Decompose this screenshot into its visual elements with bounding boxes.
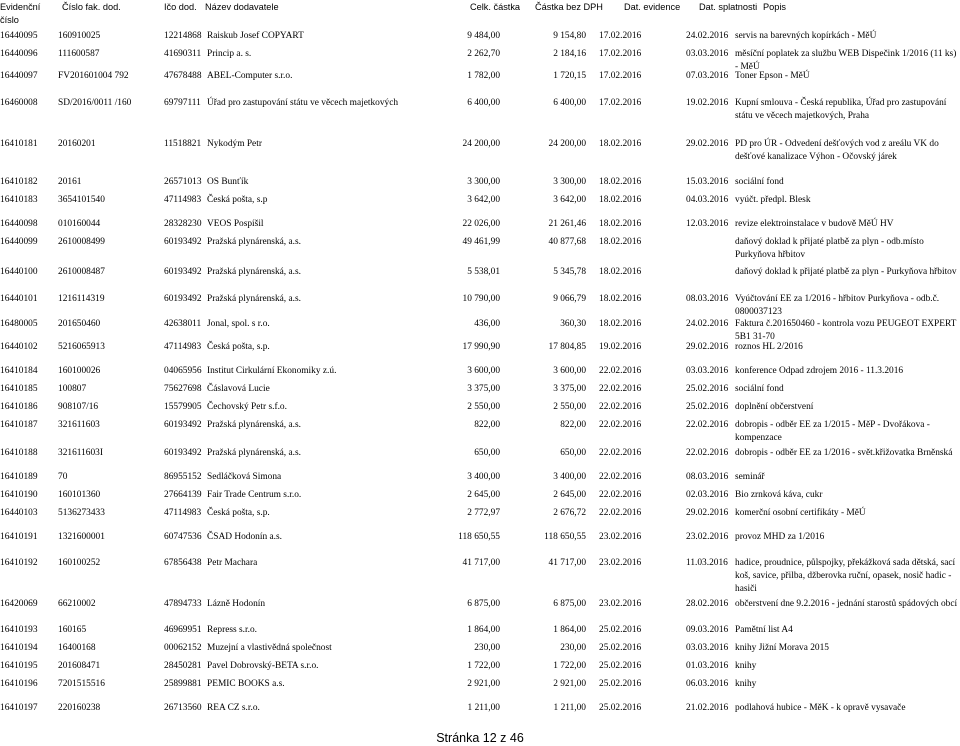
col-cislo-fak: 5136273433: [58, 508, 105, 518]
col-ico: 04065956: [164, 366, 202, 376]
col-castka-bez-dph: 3 375,00: [553, 384, 586, 394]
col-datum-evidence: 18.02.2016: [599, 177, 642, 187]
col-datum-evidence: 18.02.2016: [599, 219, 642, 229]
col-popis: Faktura č.201650460 - kontrola vozu PEUGEOT EXPERT 5B1 31-70: [735, 319, 957, 342]
col-cislo-fak: FV201601004 792: [58, 71, 129, 81]
col-cislo-fak: 201608471: [58, 661, 101, 671]
col-castka-bez-dph: 3 642,00: [553, 195, 586, 205]
col-popis: měsíční poplatek za službu WEB Dispečink 1/2016 (11 ks) - MěÚ: [735, 49, 957, 72]
col-datum-splatnosti: 22.02.2016: [686, 448, 729, 458]
col-celkova-castka: 22 026,00: [462, 219, 500, 229]
col-celkova-castka: 9 484,00: [467, 31, 500, 41]
col-cislo-fak: 111600587: [58, 49, 100, 59]
col-datum-evidence: 17.02.2016: [599, 31, 642, 41]
col-popis: provoz MHD za 1/2016: [735, 532, 825, 542]
col-ico: 47678488: [164, 71, 202, 81]
col-popis: seminář: [735, 472, 765, 482]
col-cislo-fak: 321611603I: [58, 448, 103, 458]
col-castka-bez-dph: 3 600,00: [553, 366, 586, 376]
col-datum-evidence: 18.02.2016: [599, 195, 642, 205]
col-datum-splatnosti: 04.03.2016: [686, 195, 729, 205]
col-dodavatel: Repress s.r.o.: [207, 625, 257, 635]
col-datum-evidence: 22.02.2016: [599, 366, 642, 376]
col-castka-bez-dph: 822,00: [560, 420, 586, 430]
col-popis: sociální fond: [735, 384, 784, 394]
col-celkova-castka: 230,00: [474, 643, 500, 653]
col-dodavatel: Čechovský Petr s.f.o.: [207, 402, 287, 412]
col-popis: hadice, proudnice, půlspojky, překážková sada dětská, sací koš, savice, přilba, džberovka ruční, opasek, nosič hadic - hasiči: [735, 558, 956, 594]
col-dodavatel: Pražská plynárenská, a.s.: [207, 420, 301, 430]
col-datum-evidence: 22.02.2016: [599, 384, 642, 394]
col-dodavatel: ABEL-Computer s.r.o.: [207, 71, 293, 81]
col-cislo-fak: 160101360: [58, 490, 101, 500]
col-popis: konference Odpad zdrojem 2016 - 11.3.2016: [735, 366, 904, 376]
col-castka-bez-dph: 650,00: [560, 448, 586, 458]
col-dodavatel: OS Bunťík: [207, 177, 249, 187]
col-evidencni: 16410195: [0, 661, 38, 671]
col-cislo-fak: 1321600001: [58, 532, 105, 542]
col-castka-bez-dph: 2 921,00: [553, 679, 586, 689]
col-dodavatel: Česká pošta, s.p.: [207, 342, 270, 352]
col-popis: roznos HL 2/2016: [735, 342, 803, 352]
col-celkova-castka: 2 772,97: [467, 508, 500, 518]
col-dodavatel: REA CZ s.r.o.: [207, 703, 260, 713]
col-castka-bez-dph: 6 400,00: [553, 98, 586, 108]
col-ico: 60193492: [164, 237, 202, 247]
col-datum-evidence: 22.02.2016: [599, 508, 642, 518]
col-evidencni: 16410194: [0, 643, 38, 653]
col-datum-evidence: 18.02.2016: [599, 139, 642, 149]
col-celkova-castka: 10 790,00: [462, 294, 500, 304]
col-datum-splatnosti: 22.02.2016: [686, 420, 729, 430]
col-celkova-castka: 2 645,00: [467, 490, 500, 500]
col-evidencni: 16410188: [0, 448, 38, 458]
col-popis: Vyúčtování EE za 1/2016 - hřbitov Purkyňova - odb.č. 0800037123: [735, 294, 940, 317]
col-popis: podlahová hubice - MěK - k opravě vysavače: [735, 703, 906, 713]
col-castka-bez-dph: 21 261,46: [548, 219, 586, 229]
col-datum-splatnosti: 12.03.2016: [686, 219, 729, 229]
col-castka-bez-dph: 1 722,00: [553, 661, 586, 671]
col-popis: Bio zrnková káva, cukr: [735, 490, 823, 500]
header-cislo-fak: Číslo fak. dod.: [62, 2, 121, 12]
col-castka-bez-dph: 230,00: [560, 643, 586, 653]
col-castka-bez-dph: 41 717,00: [548, 558, 586, 568]
col-cislo-fak: 66210002: [58, 599, 96, 609]
col-dodavatel: Česká pošta, s.p: [207, 195, 268, 205]
col-cislo-fak: 2610008487: [58, 267, 105, 277]
col-datum-splatnosti: 24.02.2016: [686, 31, 729, 41]
col-castka-bez-dph: 118 650,55: [544, 532, 586, 542]
col-castka-bez-dph: 5 345,78: [553, 267, 586, 277]
col-ico: 25899881: [164, 679, 202, 689]
col-evidencni: 16410190: [0, 490, 38, 500]
col-celkova-castka: 3 300,00: [467, 177, 500, 187]
col-castka-bez-dph: 3 400,00: [553, 472, 586, 482]
col-datum-evidence: 23.02.2016: [599, 532, 642, 542]
col-popis: PD pro ÚR - Odvedení dešťových vod z areálu VK do dešťové kanalizace Výhon - Očovský járek: [735, 139, 939, 162]
col-evidencni: 16480005: [0, 319, 38, 329]
col-celkova-castka: 1 864,00: [467, 625, 500, 635]
col-datum-splatnosti: 24.02.2016: [686, 319, 729, 329]
col-castka-bez-dph: 2 550,00: [553, 402, 586, 412]
col-evidencni: 16440103: [0, 508, 38, 518]
col-evidencni: 16440095: [0, 31, 38, 41]
col-popis: knihy: [735, 661, 757, 671]
col-cislo-fak: 160100252: [58, 558, 101, 568]
col-ico: 00062152: [164, 643, 202, 653]
col-datum-evidence: 22.02.2016: [599, 448, 642, 458]
col-castka-bez-dph: 3 300,00: [553, 177, 586, 187]
col-ico: 12214868: [164, 31, 202, 41]
col-evidencni: 16410185: [0, 384, 38, 394]
col-datum-evidence: 18.02.2016: [599, 319, 642, 329]
col-evidencni: 16440100: [0, 267, 38, 277]
col-cislo-fak: 7201515516: [58, 679, 105, 689]
col-celkova-castka: 17 990,90: [462, 342, 500, 352]
col-dodavatel: Pražská plynárenská, a.s.: [207, 448, 301, 458]
col-datum-splatnosti: 29.02.2016: [686, 139, 729, 149]
col-cislo-fak: 70: [58, 472, 68, 482]
col-cislo-fak: 321611603: [58, 420, 100, 430]
col-cislo-fak: 3654101540: [58, 195, 105, 205]
col-datum-evidence: 17.02.2016: [599, 98, 642, 108]
col-datum-splatnosti: 28.02.2016: [686, 599, 729, 609]
col-castka-bez-dph: 17 804,85: [548, 342, 586, 352]
header-dat-splat: Dat. splatnosti: [699, 2, 758, 12]
col-evidencni: 16410192: [0, 558, 38, 568]
col-datum-splatnosti: 03.03.2016: [686, 49, 729, 59]
col-popis: Kupní smlouva - Česká republika, Úřad pro zastupování státu ve věcech majetkových, Praha: [735, 98, 947, 121]
col-cislo-fak: 160910025: [58, 31, 101, 41]
col-ico: 28328230: [164, 219, 202, 229]
col-cislo-fak: SD/2016/0011 /160: [58, 98, 132, 108]
col-dodavatel: Sedláčková Simona: [207, 472, 282, 482]
col-evidencni: 16410184: [0, 366, 38, 376]
col-celkova-castka: 24 200,00: [462, 139, 500, 149]
col-castka-bez-dph: 9 066,79: [553, 294, 586, 304]
col-evidencni: 16460008: [0, 98, 38, 108]
col-popis: dobropis - odběr EE za 1/2016 - svět.křižovatka Brněnská: [735, 448, 953, 458]
header-dat-evid: Dat. evidence: [624, 2, 681, 12]
col-datum-evidence: 25.02.2016: [599, 679, 642, 689]
col-cislo-fak: 160100026: [58, 366, 101, 376]
col-datum-evidence: 22.02.2016: [599, 402, 642, 412]
col-evidencni: 16410183: [0, 195, 38, 205]
col-popis: daňový doklad k přijaté platbě za plyn - Purkyňova hřbitov: [735, 267, 957, 277]
col-castka-bez-dph: 360,30: [560, 319, 586, 329]
col-datum-evidence: 17.02.2016: [599, 49, 642, 59]
col-ico: 26713560: [164, 703, 202, 713]
col-castka-bez-dph: 2 645,00: [553, 490, 586, 500]
col-cislo-fak: 220160238: [58, 703, 101, 713]
col-celkova-castka: 1 782,00: [467, 71, 500, 81]
col-popis: revize elektroinstalace v budově MěÚ HV: [735, 219, 894, 229]
col-datum-splatnosti: 21.02.2016: [686, 703, 729, 713]
col-cislo-fak: 100807: [58, 384, 87, 394]
col-datum-splatnosti: 03.03.2016: [686, 366, 729, 376]
col-popis: knihy: [735, 679, 757, 689]
col-popis: servis na barevných kopírkách - MěÚ: [735, 31, 877, 41]
col-dodavatel: Raiskub Josef COPYART: [207, 31, 304, 41]
col-dodavatel: Úřad pro zastupování státu ve věcech majetkových: [207, 98, 399, 108]
col-datum-evidence: 18.02.2016: [599, 267, 642, 277]
header-bez-dph: Částka bez DPH: [535, 2, 603, 12]
col-ico: 47114983: [164, 508, 202, 518]
col-datum-evidence: 25.02.2016: [599, 661, 642, 671]
col-celkova-castka: 822,00: [474, 420, 500, 430]
col-ico: 67856438: [164, 558, 202, 568]
col-datum-evidence: 22.02.2016: [599, 472, 642, 482]
col-datum-evidence: 22.02.2016: [599, 490, 642, 500]
col-dodavatel: Nykodým Petr: [207, 139, 262, 149]
col-datum-splatnosti: 09.03.2016: [686, 625, 729, 635]
col-datum-evidence: 18.02.2016: [599, 294, 642, 304]
col-datum-splatnosti: 15.03.2016: [686, 177, 729, 187]
col-celkova-castka: 3 375,00: [467, 384, 500, 394]
col-evidencni: 16410189: [0, 472, 38, 482]
col-popis: Toner Epson - MěÚ: [735, 71, 810, 81]
header-nazev: Název dodavatele: [205, 2, 279, 12]
col-datum-evidence: 25.02.2016: [599, 643, 642, 653]
col-datum-splatnosti: 08.03.2016: [686, 472, 729, 482]
col-evidencni: 16410191: [0, 532, 38, 542]
col-ico: 28450281: [164, 661, 202, 671]
col-datum-splatnosti: 29.02.2016: [686, 342, 729, 352]
col-celkova-castka: 6 875,00: [467, 599, 500, 609]
col-ico: 47114983: [164, 195, 202, 205]
col-ico: 41690311: [164, 49, 202, 59]
col-popis: dobropis - odběr EE za 1/2015 - MěP - Dvořákova - kompenzace: [735, 420, 930, 443]
col-evidencni: 16440096: [0, 49, 38, 59]
col-dodavatel: Pavel Dobrovský-BETA s.r.o.: [207, 661, 319, 671]
col-cislo-fak: 5216065913: [58, 342, 105, 352]
col-dodavatel: Česká pošta, s.p.: [207, 508, 270, 518]
col-evidencni: 16440099: [0, 237, 38, 247]
col-datum-splatnosti: 01.03.2016: [686, 661, 729, 671]
header-ico: Ičo dod.: [164, 2, 197, 12]
col-castka-bez-dph: 9 154,80: [553, 31, 586, 41]
col-popis: daňový doklad k přijaté platbě za plyn - odb.místo Purkyňova hřbitov: [735, 237, 924, 260]
col-datum-evidence: 25.02.2016: [599, 625, 642, 635]
col-celkova-castka: 2 921,00: [467, 679, 500, 689]
col-ico: 47894733: [164, 599, 202, 609]
col-dodavatel: Pražská plynárenská, a.s.: [207, 237, 301, 247]
col-datum-splatnosti: 25.02.2016: [686, 384, 729, 394]
col-dodavatel: Pražská plynárenská, a.s.: [207, 267, 301, 277]
col-castka-bez-dph: 1 720,15: [553, 71, 586, 81]
col-cislo-fak: 1216114319: [58, 294, 105, 304]
col-castka-bez-dph: 24 200,00: [548, 139, 586, 149]
col-castka-bez-dph: 2 676,72: [553, 508, 586, 518]
col-celkova-castka: 3 400,00: [467, 472, 500, 482]
col-evidencni: 16410181: [0, 139, 38, 149]
col-cislo-fak: 20160201: [58, 139, 96, 149]
col-celkova-castka: 3 642,00: [467, 195, 500, 205]
col-evidencni: 16440098: [0, 219, 38, 229]
col-celkova-castka: 49 461,99: [462, 237, 500, 247]
col-castka-bez-dph: 2 184,16: [553, 49, 586, 59]
col-dodavatel: Čáslavová Lucie: [207, 384, 270, 394]
header-evidencni: Evidenční číslo: [0, 2, 41, 25]
col-ico: 86955152: [164, 472, 202, 482]
col-datum-splatnosti: 23.02.2016: [686, 532, 729, 542]
col-dodavatel: Princip a. s.: [207, 49, 252, 59]
col-ico: 60193492: [164, 420, 202, 430]
col-cislo-fak: 201650460: [58, 319, 101, 329]
col-datum-evidence: 25.02.2016: [599, 703, 642, 713]
col-ico: 15579905: [164, 402, 202, 412]
col-datum-splatnosti: 25.02.2016: [686, 402, 729, 412]
col-ico: 60193492: [164, 294, 202, 304]
col-dodavatel: Muzejní a vlastivědná společnost: [207, 643, 332, 653]
col-ico: 60193492: [164, 267, 202, 277]
col-dodavatel: PEMIC BOOKS a.s.: [207, 679, 285, 689]
col-datum-splatnosti: 11.03.2016: [686, 558, 728, 568]
col-ico: 60747536: [164, 532, 202, 542]
col-evidencni: 16410196: [0, 679, 38, 689]
col-dodavatel: Petr Machara: [207, 558, 258, 568]
col-ico: 75627698: [164, 384, 202, 394]
col-datum-splatnosti: 19.02.2016: [686, 98, 729, 108]
col-ico: 46969951: [164, 625, 202, 635]
col-popis: Pamětní list A4: [735, 625, 793, 635]
col-dodavatel: ČSAD Hodonín a.s.: [207, 532, 283, 542]
col-ico: 47114983: [164, 342, 202, 352]
col-cislo-fak: 908107/16: [58, 402, 99, 412]
col-evidencni: 16440097: [0, 71, 38, 81]
col-celkova-castka: 6 400,00: [467, 98, 500, 108]
col-datum-evidence: 23.02.2016: [599, 558, 642, 568]
col-datum-splatnosti: 29.02.2016: [686, 508, 729, 518]
col-cislo-fak: 160165: [58, 625, 87, 635]
col-ico: 60193492: [164, 448, 202, 458]
col-evidencni: 16410193: [0, 625, 38, 635]
col-dodavatel: Lázně Hodonín: [207, 599, 266, 609]
col-cislo-fak: 2610008499: [58, 237, 105, 247]
col-popis: komerční osobní certifikáty - MěÚ: [735, 508, 866, 518]
col-dodavatel: Jonal, spol. s r.o.: [207, 319, 270, 329]
col-datum-splatnosti: 02.03.2016: [686, 490, 729, 500]
col-cislo-fak: 20161: [58, 177, 82, 187]
col-celkova-castka: 1 211,00: [467, 703, 500, 713]
col-popis: sociální fond: [735, 177, 784, 187]
col-popis: vyúčt. předpl. Blesk: [735, 195, 811, 205]
col-castka-bez-dph: 1 211,00: [553, 703, 586, 713]
col-celkova-castka: 436,00: [474, 319, 500, 329]
col-ico: 42638011: [164, 319, 202, 329]
col-datum-evidence: 18.02.2016: [599, 237, 642, 247]
col-evidencni: 16410182: [0, 177, 38, 187]
col-castka-bez-dph: 6 875,00: [553, 599, 586, 609]
col-castka-bez-dph: 1 864,00: [553, 625, 586, 635]
col-celkova-castka: 2 262,70: [467, 49, 500, 59]
col-datum-evidence: 17.02.2016: [599, 71, 642, 81]
col-castka-bez-dph: 40 877,68: [548, 237, 586, 247]
col-datum-splatnosti: 06.03.2016: [686, 679, 729, 689]
col-celkova-castka: 41 717,00: [462, 558, 500, 568]
col-datum-splatnosti: 07.03.2016: [686, 71, 729, 81]
col-datum-splatnosti: 03.03.2016: [686, 643, 729, 653]
col-dodavatel: Pražská plynárenská, a.s.: [207, 294, 301, 304]
col-datum-evidence: 19.02.2016: [599, 342, 642, 352]
col-ico: 69797111: [164, 98, 201, 108]
col-datum-evidence: 23.02.2016: [599, 599, 642, 609]
col-cislo-fak: 010160044: [58, 219, 101, 229]
col-datum-evidence: 22.02.2016: [599, 420, 642, 430]
header-popis: Popis: [763, 2, 786, 12]
col-celkova-castka: 118 650,55: [458, 532, 500, 542]
col-popis: doplnění občerstvení: [735, 402, 814, 412]
col-dodavatel: Institut Cirkulární Ekonomiky z.ú.: [207, 366, 337, 376]
col-evidencni: 16440101: [0, 294, 38, 304]
col-celkova-castka: 5 538,01: [467, 267, 500, 277]
col-dodavatel: Fair Trade Centrum s.r.o.: [207, 490, 302, 500]
col-evidencni: 16410197: [0, 703, 38, 713]
col-datum-splatnosti: 08.03.2016: [686, 294, 729, 304]
col-evidencni: 16440102: [0, 342, 38, 352]
page-footer: Stránka 12 z 46: [436, 731, 524, 745]
col-ico: 11518821: [164, 139, 202, 149]
col-ico: 26571013: [164, 177, 202, 187]
col-celkova-castka: 1 722,00: [467, 661, 500, 671]
col-cislo-fak: 16400168: [58, 643, 96, 653]
col-popis: knihy Jižní Morava 2015: [735, 643, 829, 653]
header-celk: Celk. částka: [470, 2, 521, 12]
col-celkova-castka: 3 600,00: [467, 366, 500, 376]
col-evidencni: 16420069: [0, 599, 38, 609]
col-celkova-castka: 2 550,00: [467, 402, 500, 412]
col-evidencni: 16410187: [0, 420, 38, 430]
col-popis: občerstvení dne 9.2.2016 - jednání starostů spádových obcí: [735, 599, 958, 609]
col-evidencni: 16410186: [0, 402, 38, 412]
col-celkova-castka: 650,00: [474, 448, 500, 458]
col-dodavatel: VEOS Pospíšil: [207, 219, 264, 229]
col-ico: 27664139: [164, 490, 202, 500]
